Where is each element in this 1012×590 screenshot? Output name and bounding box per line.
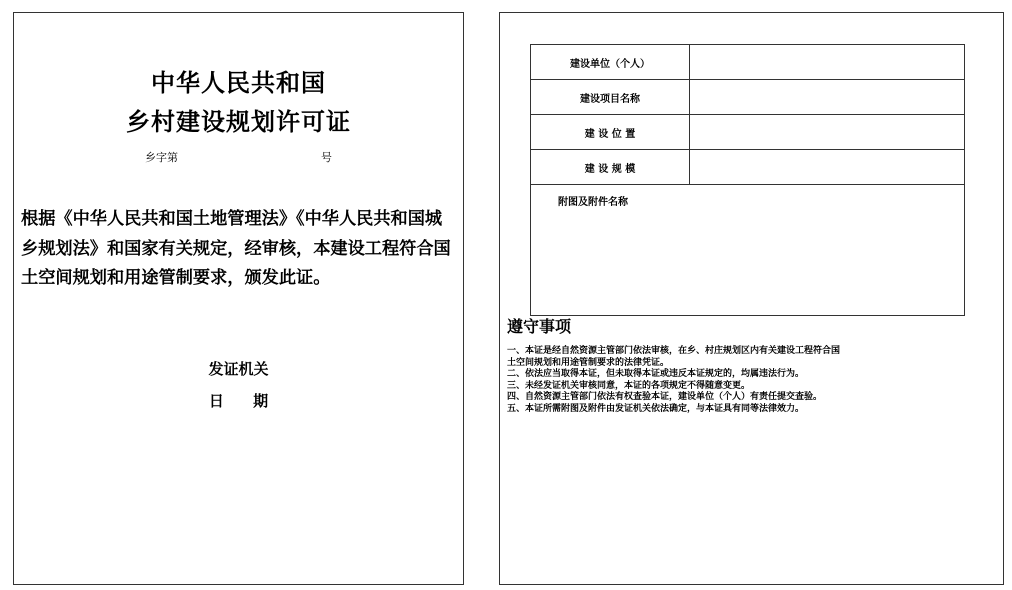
construction-unit-value xyxy=(690,45,965,80)
construction-location-value xyxy=(690,115,965,150)
certificate-number-prefix: 乡字第 xyxy=(145,151,178,164)
rules-list xyxy=(507,346,845,416)
certificate-title-line2: 乡村建设规划许可证 xyxy=(126,108,351,136)
date-label-period: 期 xyxy=(253,392,269,410)
table-row xyxy=(531,185,965,316)
attachments-cell xyxy=(531,185,965,316)
date-label-day: 日 xyxy=(208,392,224,410)
rule-item: 三、未经发证机关审核同意，本证的各项规定不得随意变更。 xyxy=(507,380,751,391)
issuing-authority-label: 发证机关 xyxy=(208,360,269,378)
project-info-table xyxy=(530,44,965,316)
construction-location-label: 建 设 位 置 xyxy=(531,115,690,150)
issue-date-label xyxy=(14,390,463,411)
rules-title: 遵守事项 xyxy=(507,317,572,336)
construction-scale-value xyxy=(690,150,965,185)
project-name-value xyxy=(690,80,965,115)
certificate-body-text: 根据《中华人民共和国土地管理法》《中华人民共和国城乡规划法》和国家有关规定，经审核，本建设工程符合国土空间规划和用途管制要求，颁发此证。 xyxy=(21,209,451,288)
project-name-label: 建设项目名称 xyxy=(531,80,690,115)
table-row xyxy=(531,80,965,115)
construction-unit-label: 建设单位（个人） xyxy=(531,45,690,80)
attachments-label: 附图及附件名称 xyxy=(558,197,628,208)
certificate-title-line1: 中华人民共和国 xyxy=(151,69,326,97)
table-row xyxy=(531,150,965,185)
rule-item: 五、本证所需附图及附件由发证机关依法确定，与本证具有同等法律效力。 xyxy=(507,403,805,414)
table-row xyxy=(531,115,965,150)
table-row xyxy=(531,45,965,80)
rule-item: 一、本证是经自然资源主管部门依法审核，在乡、村庄规划区内有关建设工程符合国土空间规划和用途管制要求的法律凭证。 xyxy=(507,346,841,368)
construction-scale-label: 建 设 规 模 xyxy=(531,150,690,185)
rule-item: 四、自然资源主管部门依法有权查验本证，建设单位（个人）有责任提交查验。 xyxy=(507,392,823,403)
rule-item: 二、依法应当取得本证，但未取得本证或违反本证规定的，均属违法行为。 xyxy=(507,369,805,380)
certificate-details-page xyxy=(499,12,1004,585)
certificate-number-suffix: 号 xyxy=(321,151,332,164)
certificate-cover-page xyxy=(13,12,464,585)
